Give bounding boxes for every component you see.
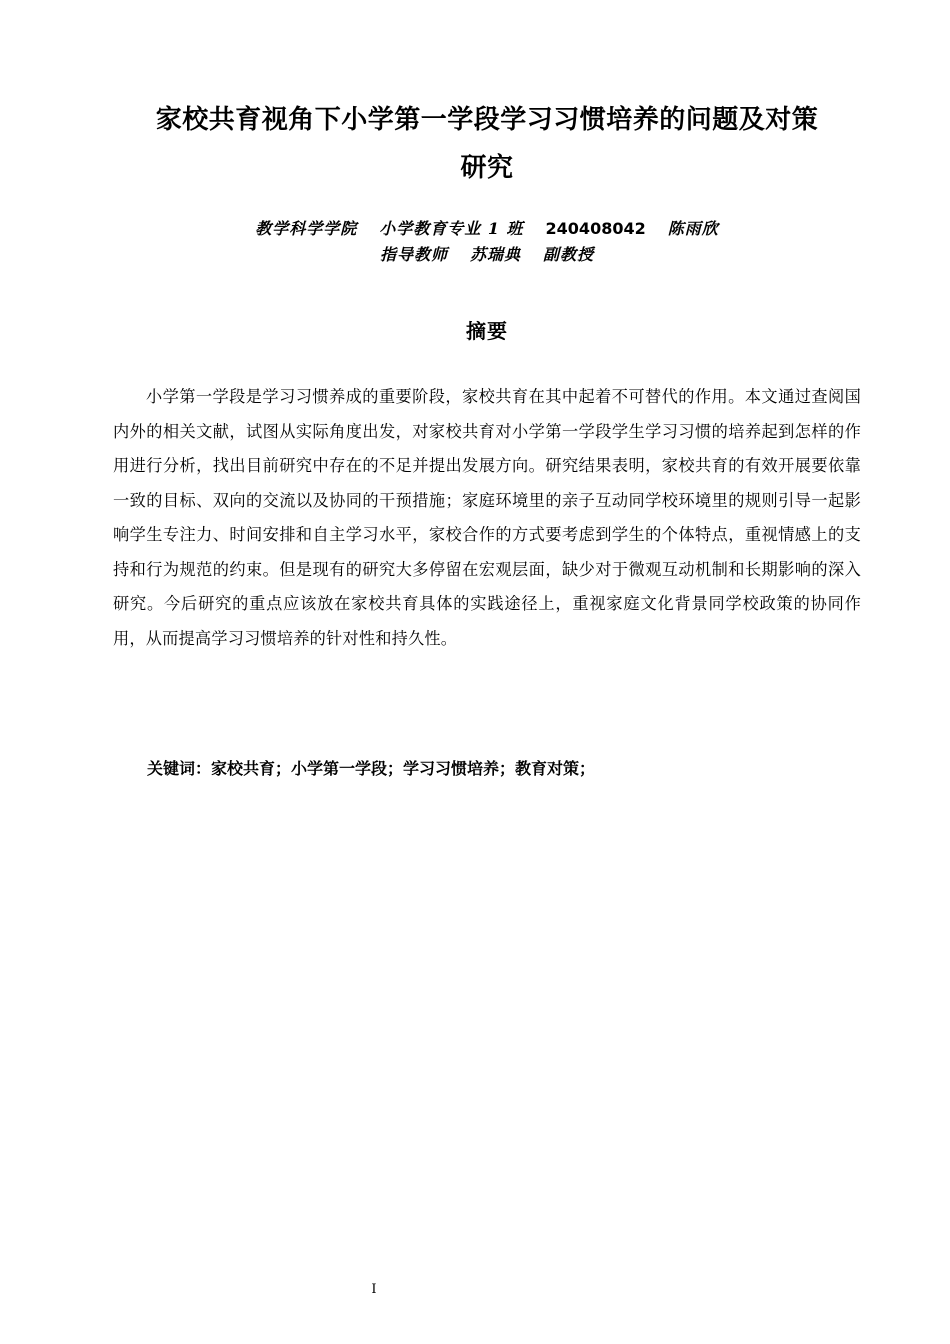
- advisor-name: 苏瑞典: [469, 245, 521, 264]
- abstract-body: 小学第一学段是学习习惯养成的重要阶段，家校共育在其中起着不可替代的作用。本文通过查阅国内外的相关文献，试图从实际角度出发，对家校共育对小学第一学段学生学习习惯的培养起到怎样的作用进行分析，找出目前研究中存在的不足并提出发展方向。研究结果表明，家校共育的有效开展要依靠一致的目标、双向的交流以及协同的干预措施；家庭环境里的亲子互动同学校环境里的规则引导一起影响学生专注力、时间安排和自主学习水平，家校合作的方式要考虑到学生的个体特点，重视情感上的支持和行为规范的约束。但是现有的研究大多停留在宏观层面，缺少对于微观互动机制和长期影响的深入研究。今后研究的重点应该放在家校共育具体的实践途径上，重视家庭文化背景同学校政策的协同作用，从而提高学习习惯培养的针对性和持久性。: [113, 387, 861, 648]
- page-number: I: [371, 1282, 377, 1297]
- advisor-title: 副教授: [543, 245, 595, 264]
- keywords-line: 关键词：家校共育；小学第一学段；学习习惯培养；教育对策；: [147, 759, 596, 778]
- advisor-label: 指导教师: [379, 245, 448, 264]
- author-student-name: 陈雨欣: [667, 219, 719, 238]
- author-student-id: 240408042: [545, 219, 646, 238]
- author-class: 小学教育专业 1 班: [379, 219, 524, 238]
- author-college: 教学科学学院: [255, 219, 358, 238]
- abstract-heading: 摘要: [466, 319, 508, 343]
- paper-title-line-2: 研究: [460, 153, 514, 183]
- advisor-info-line: [100, 242, 874, 268]
- author-info-line: [100, 216, 874, 242]
- paper-title-line-1: 家校共育视角下小学第一学段学习习惯培养的问题及对策: [155, 105, 819, 135]
